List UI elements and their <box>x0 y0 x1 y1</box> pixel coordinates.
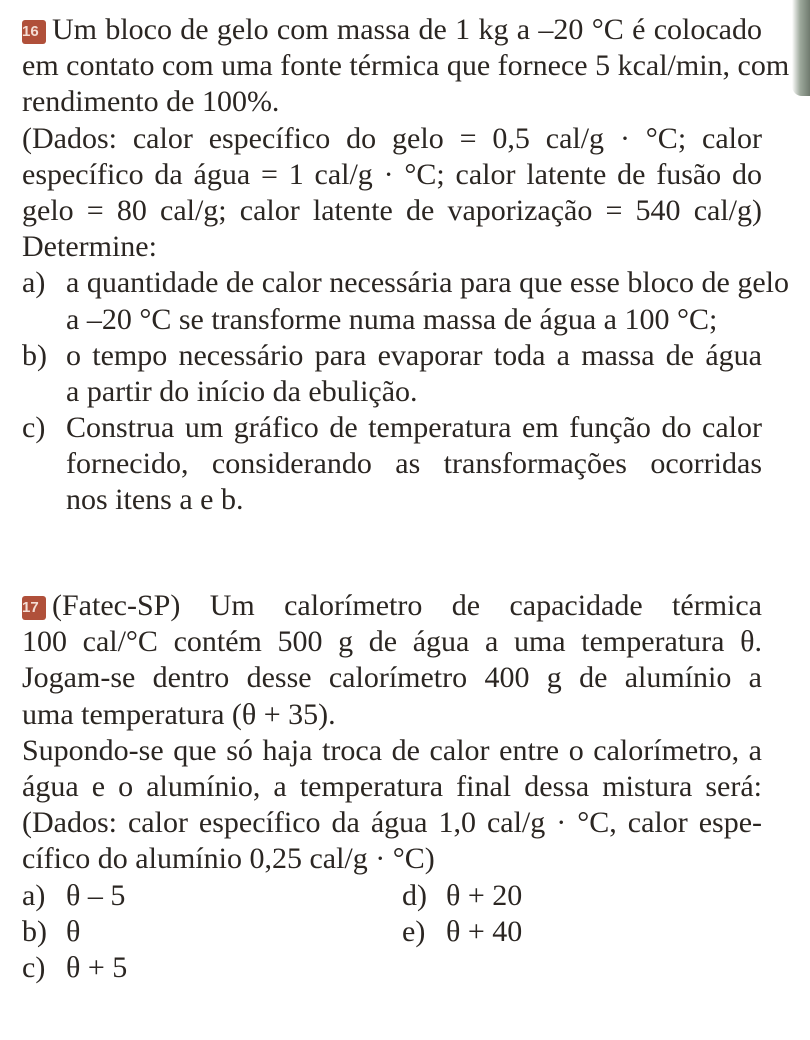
answer-options <box>22 878 762 987</box>
q16-item-b: b) o tempo necessário para evaporar toda a massa de água <box>22 338 762 374</box>
q17-statement-line-3: Jogam-se dentro desse calorímetro 400 g de alumínio a <box>22 661 762 695</box>
option-e: e) θ + 40 <box>402 914 523 948</box>
q17-body-line-2: água e o alumínio, a temperatura final dessa mistura será: <box>22 769 762 803</box>
q17-body-line-1: Supondo-se que só haja troca de calor entre o calorímetro, a <box>22 733 762 767</box>
item-label: b) <box>22 338 47 372</box>
q16-statement-line-1: 16 Um bloco de gelo com massa de 1 kg a –20 °C é colocado <box>22 13 762 46</box>
option-c: c) θ + 5 <box>22 950 128 984</box>
q16-item-a-cont: a –20 °C se transforme numa massa de água a 100 °C; <box>66 302 718 336</box>
option-b: b) θ <box>22 914 81 948</box>
q16-item-a: a) a quantidade de calor necessária para que esse bloco de gelo <box>22 265 762 301</box>
q17-body-line-3: (Dados: calor específico da água 1,0 cal/g · °C, calor espe- <box>22 806 762 840</box>
q16-data-line-3: gelo = 80 cal/g; calor latente de vaporização = 540 cal/g) <box>22 193 762 227</box>
option-a: a) θ – 5 <box>22 878 126 912</box>
question-16 <box>22 12 790 519</box>
q16-determine: Determine: <box>22 230 157 264</box>
q17-statement-line-4: uma temperatura (θ + 35). <box>22 697 336 731</box>
q16-item-c-cont-2: nos itens a e b. <box>66 483 244 517</box>
page-edge-mark <box>792 0 810 96</box>
question-number-badge: 17 <box>22 596 46 620</box>
item-label: c) <box>22 411 46 445</box>
q17-statement-line-1: 17 (Fatec-SP) Um calorímetro de capacidade térmica <box>22 589 762 622</box>
q16-statement-line-2: em contato com uma fonte térmica que fornece 5 kcal/min, com <box>22 49 790 83</box>
q17-statement-line-2: 100 cal/°C contém 500 g de água a uma temperatura θ. <box>22 625 762 659</box>
q16-data-line-2: específico da água = 1 cal/g · °C; calor latente de fusão do <box>22 157 762 191</box>
option-d: d) θ + 20 <box>402 878 523 912</box>
q16-item-b-cont: a partir do início da ebulição. <box>66 374 418 408</box>
q16-data-line-1: (Dados: calor específico do gelo = 0,5 cal/g · °C; calor <box>22 121 762 155</box>
question-17 <box>22 588 762 986</box>
q17-body-line-4: cífico do alumínio 0,25 cal/g · °C) <box>22 842 435 876</box>
item-label: a) <box>22 266 46 300</box>
q16-item-c: c) Construa um gráfico de temperatura em função do calor <box>22 410 762 446</box>
q16-statement-line-3: rendimento de 100%. <box>22 85 280 119</box>
question-number-badge: 16 <box>22 20 46 44</box>
q16-item-c-cont-1: fornecido, considerando as transformações ocorridas <box>66 447 762 481</box>
